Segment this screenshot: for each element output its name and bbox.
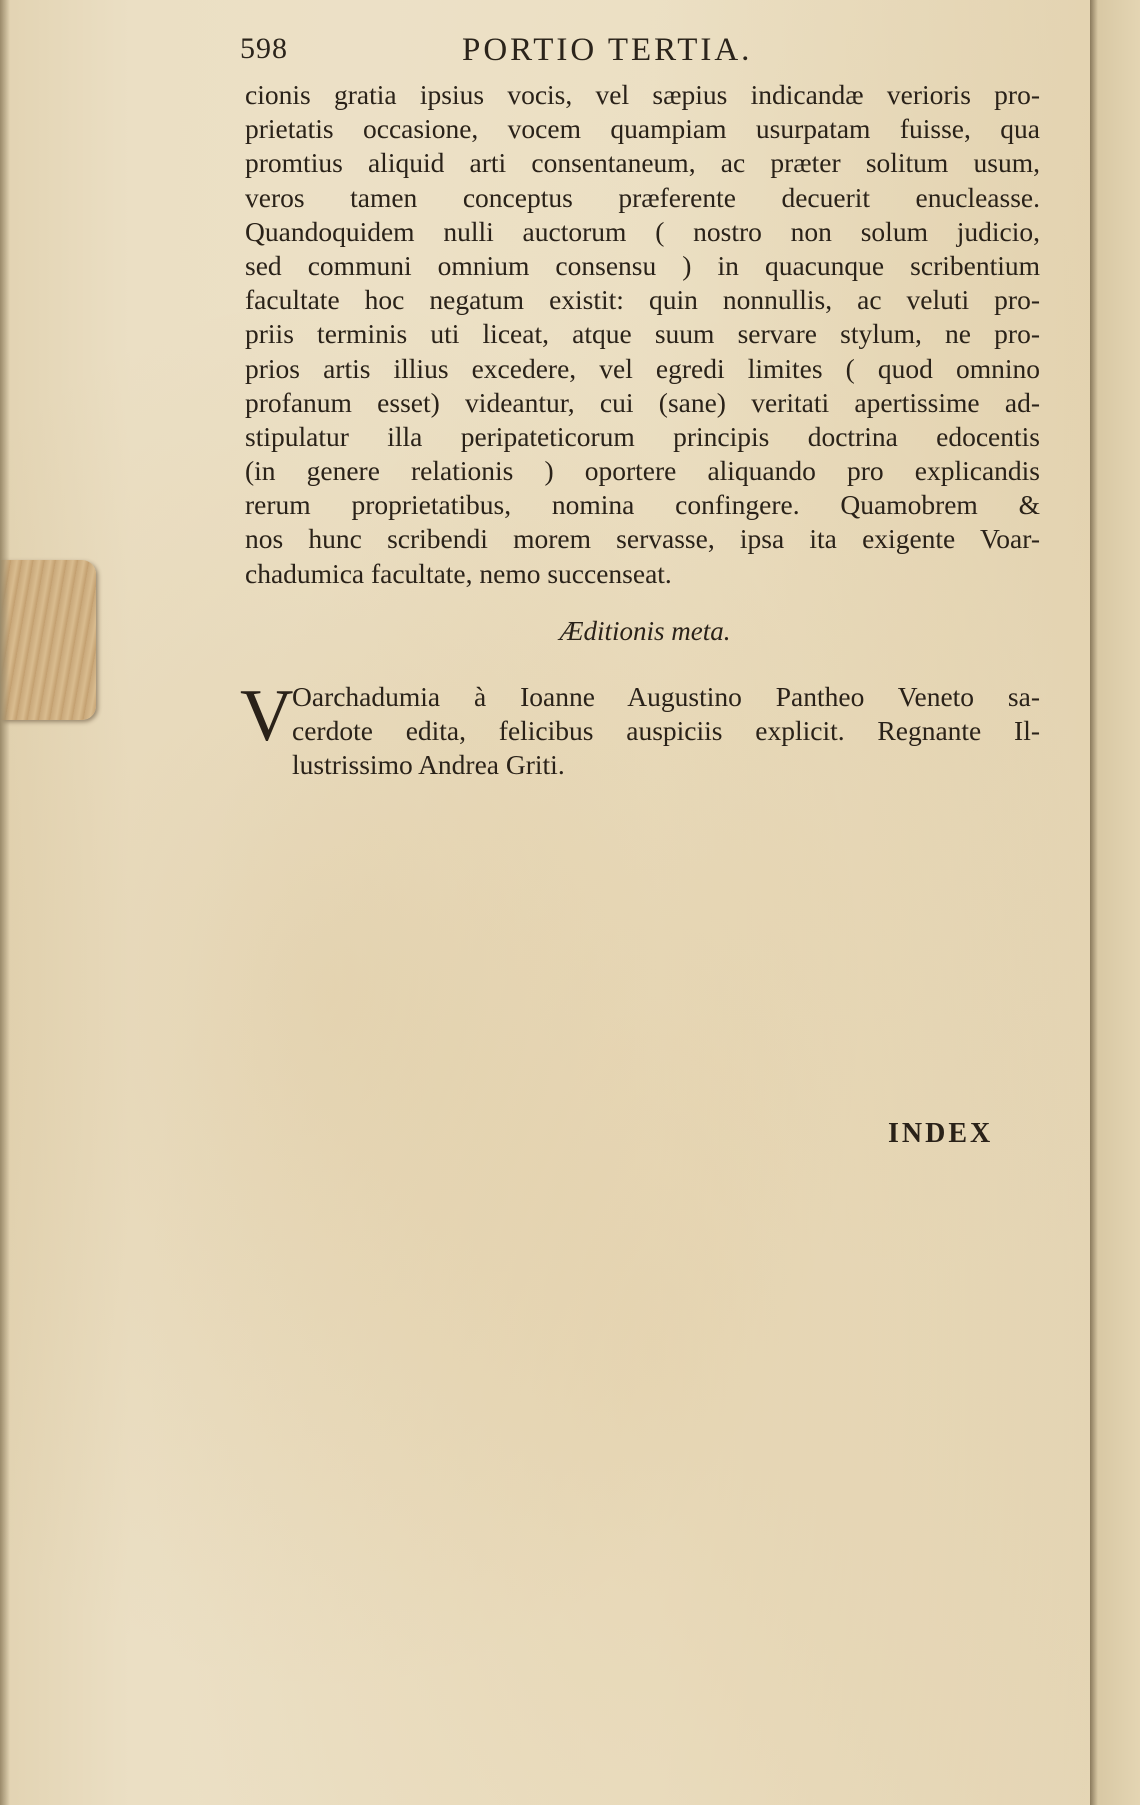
running-title: PORTIO TERTIA. [462, 32, 753, 68]
text-line: chadumica facultate, nemo succenseat. [245, 557, 672, 589]
colophon-heading: Æditionis meta. [559, 616, 731, 646]
body-text [245, 78, 1040, 591]
adjacent-page-edge [1090, 0, 1140, 1805]
colophon-line: lustrissimo Andrea Griti. [292, 749, 565, 780]
colophon [240, 675, 1040, 782]
text-line: rerum proprietatibus, nomina confingere. Quamobrem & [245, 489, 1040, 521]
text-line: prios artis illius excedere, vel egredi limites ( quod omnino [245, 352, 1040, 384]
text-line: profanum esset) videantur, cui (sane) veritati apertissime ad- [245, 386, 1040, 418]
page-number: 598 [240, 32, 288, 65]
text-line: stipulatur illa peripateticorum principis doctrina edocentis [245, 420, 1040, 452]
text-line: priis terminis uti liceat, atque suum servare stylum, ne pro- [245, 318, 1040, 350]
text-line: Quandoquidem nulli auctorum ( nostro non solum judicio, [245, 215, 1040, 247]
text-line: (in genere relationis ) oportere aliquando pro explicandis [245, 455, 1040, 487]
text-line: sed communi omnium consensu ) in quacunque scribentium [245, 249, 1040, 281]
text-line: cionis gratia ipsius vocis, vel sæpius indicandæ verioris pro- [245, 79, 1040, 110]
text-line: veros tamen conceptus præferente decuerit enucleasse. [245, 181, 1040, 213]
running-head [240, 32, 1040, 72]
catchword: INDEX [888, 1118, 994, 1149]
text-line: nos hunc scribendi morem servasse, ipsa ita exigente Voar- [245, 523, 1040, 555]
colophon-line: cerdote edita, felicibus auspiciis explicit. Regnante Il- [292, 715, 1040, 746]
text-line: prietatis occasione, vocem quampiam usurpatam fuisse, qua [245, 113, 1040, 145]
colophon-line: Oarchadumia à Ioanne Augustino Pantheo Veneto sa- [292, 681, 1040, 712]
text-line: facultate hoc negatum existit: quin nonnullis, ac veluti pro- [245, 284, 1040, 316]
drop-cap: V [240, 675, 294, 757]
text-line: promtius aliquid arti consentaneum, ac præter solitum usum, [245, 147, 1040, 179]
